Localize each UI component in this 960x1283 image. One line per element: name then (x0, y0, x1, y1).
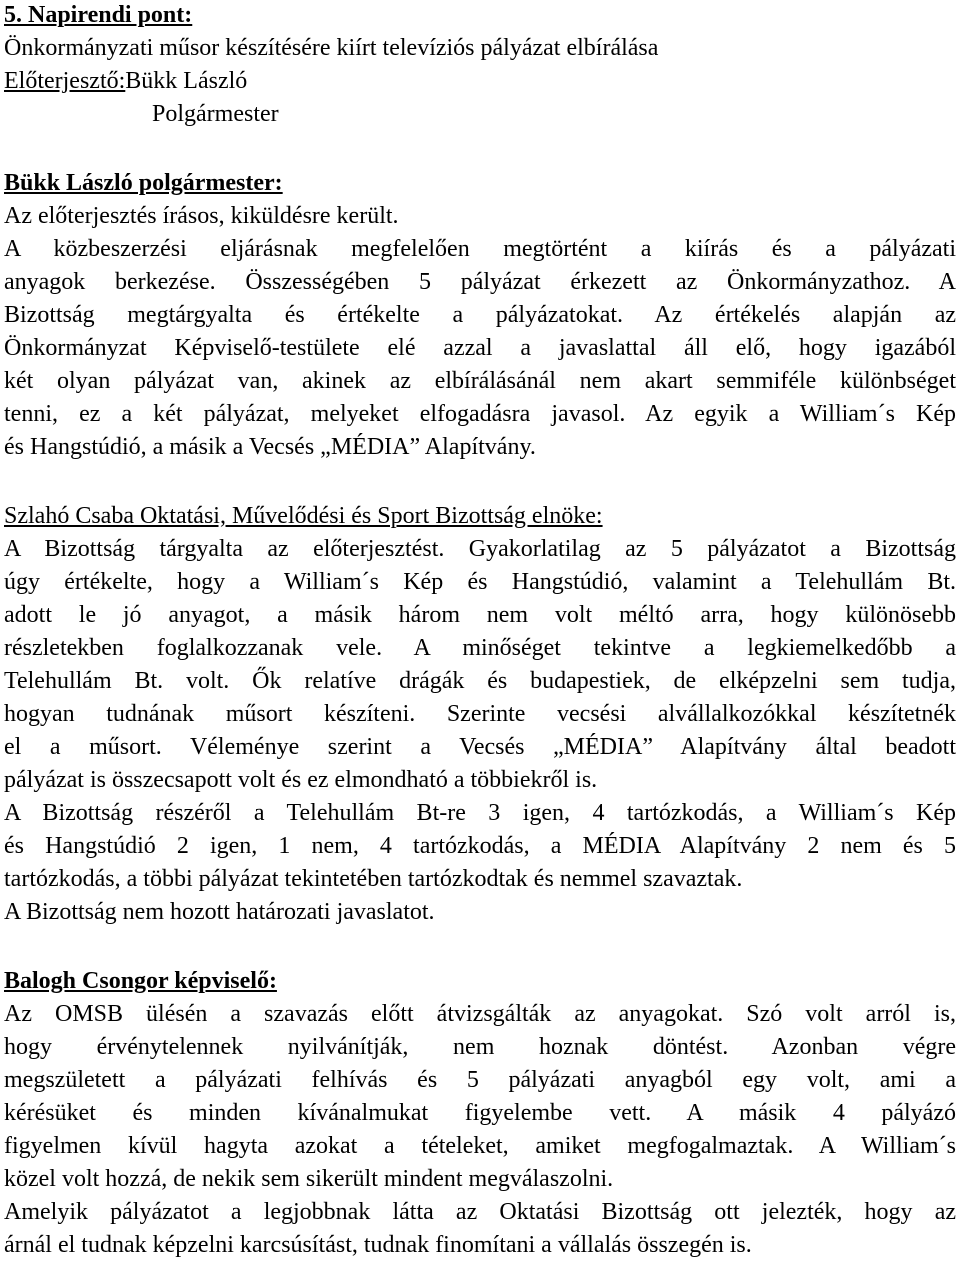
speaker-heading: Bükk László polgármester: (4, 170, 283, 196)
paragraph-line: el a műsort. Véleménye szerint a Vecsés „MÉDIA” Alapítvány által beadott (4, 734, 956, 760)
paragraph-line: kérésüket és minden kívánalmukat figyelembe vett. A másik 4 pályázó (4, 1100, 956, 1126)
paragraph-line: hogyan tudnának műsort készíteni. Szerinte vecsési alvállalkozókkal készítetnék (4, 701, 956, 727)
presenter-line (4, 64, 247, 98)
paragraph-line: részletekben foglalkozzanak vele. A minőséget tekintve a legkiemelkedőbb a (4, 635, 956, 661)
paragraph-line: A Bizottság részéről a Telehullám Bt-re 3 igen, 4 tartózkodás, a William´s Kép (4, 800, 956, 826)
speaker-heading: Szlahó Csaba Oktatási, Művelődési és Sport Bizottság elnöke: (4, 503, 603, 529)
paragraph-line: megszületett a pályázati felhívás és 5 pályázati anyagból egy volt, ami a (4, 1067, 956, 1093)
paragraph-line: tartózkodás, a többi pályázat tekintetében tartózkodtak és nemmel szavaztak. (4, 866, 743, 892)
paragraph-line: árnál el tudnak képzelni karcsúsítást, tudnak finomítani a vállalás összegén is. (4, 1232, 752, 1258)
paragraph-line: Az előterjesztés írásos, kiküldésre került. (4, 203, 399, 229)
agenda-title: Önkormányzati műsor készítésére kiírt televíziós pályázat elbírálása (4, 35, 659, 61)
paragraph-line: két olyan pályázat van, akinek az elbírálásánál nem akart semmiféle különbséget (4, 368, 956, 394)
paragraph-line: anyagok berkezése. Összességében 5 pályázat érkezett az Önkormányzathoz. A (4, 269, 956, 295)
paragraph-line: Bizottság megtárgyalta és értékelte a pályázatokat. Az értékelés alapján az (4, 302, 956, 328)
paragraph-line: A Bizottság nem hozott határozati javaslatot. (4, 899, 435, 925)
paragraph-line: és Hangstúdió 2 igen, 1 nem, 4 tartózkodás, a MÉDIA Alapítvány 2 nem és 5 (4, 833, 956, 859)
presenter-label: Előterjesztő: (4, 68, 126, 94)
agenda-heading: 5. Napirendi pont: (4, 2, 193, 28)
paragraph-line: pályázat is összecsapott volt és ez elmondható a többiekről is. (4, 767, 598, 793)
paragraph-line: közel volt hozzá, de nekik sem sikerült mindent megválaszolni. (4, 1166, 614, 1192)
paragraph-line: hogy érvénytelennek nyilvánítják, nem hoznak döntést. Azonban végre (4, 1034, 956, 1060)
paragraph-line: tenni, ez a két pályázat, melyeket elfogadásra javasol. Az egyik a William´s Kép (4, 401, 956, 427)
paragraph-line: figyelmen kívül hagyta azokat a tételeket, amiket megfogalmaztak. A William´s (4, 1133, 956, 1159)
paragraph-line: Telehullám Bt. volt. Ők relatíve drágák és budapestiek, de elképzelni sem tudja, (4, 668, 956, 694)
paragraph-line: A Bizottság tárgyalta az előterjesztést. Gyakorlatilag az 5 pályázatot a Bizottság (4, 536, 956, 562)
paragraph-line: Az OMSB ülésén a szavazás előtt átvizsgálták az anyagokat. Szó volt arról is, (4, 1001, 956, 1027)
speaker-heading: Balogh Csongor képviselő: (4, 968, 277, 994)
paragraph-line: A közbeszerzési eljárásnak megfelelően megtörtént a kiírás és a pályázati (4, 236, 956, 262)
presenter-name: Bükk László (125, 68, 248, 94)
paragraph-line: úgy értékelte, hogy a William´s Kép és Hangstúdió, valamint a Telehullám Bt. (4, 569, 956, 595)
presenter-role: Polgármester (152, 101, 279, 127)
paragraph-line: Amelyik pályázatot a legjobbnak látta az Oktatási Bizottság ott jelezték, hogy az (4, 1199, 956, 1225)
paragraph-line: és Hangstúdió, a másik a Vecsés „MÉDIA” Alapítvány. (4, 434, 536, 460)
paragraph-line: adott le jó anyagot, a másik három nem volt méltó arra, hogy különösebb (4, 602, 956, 628)
paragraph-line: Önkormányzat Képviselő-testülete elé azzal a javaslattal áll elő, hogy igazából (4, 335, 956, 361)
